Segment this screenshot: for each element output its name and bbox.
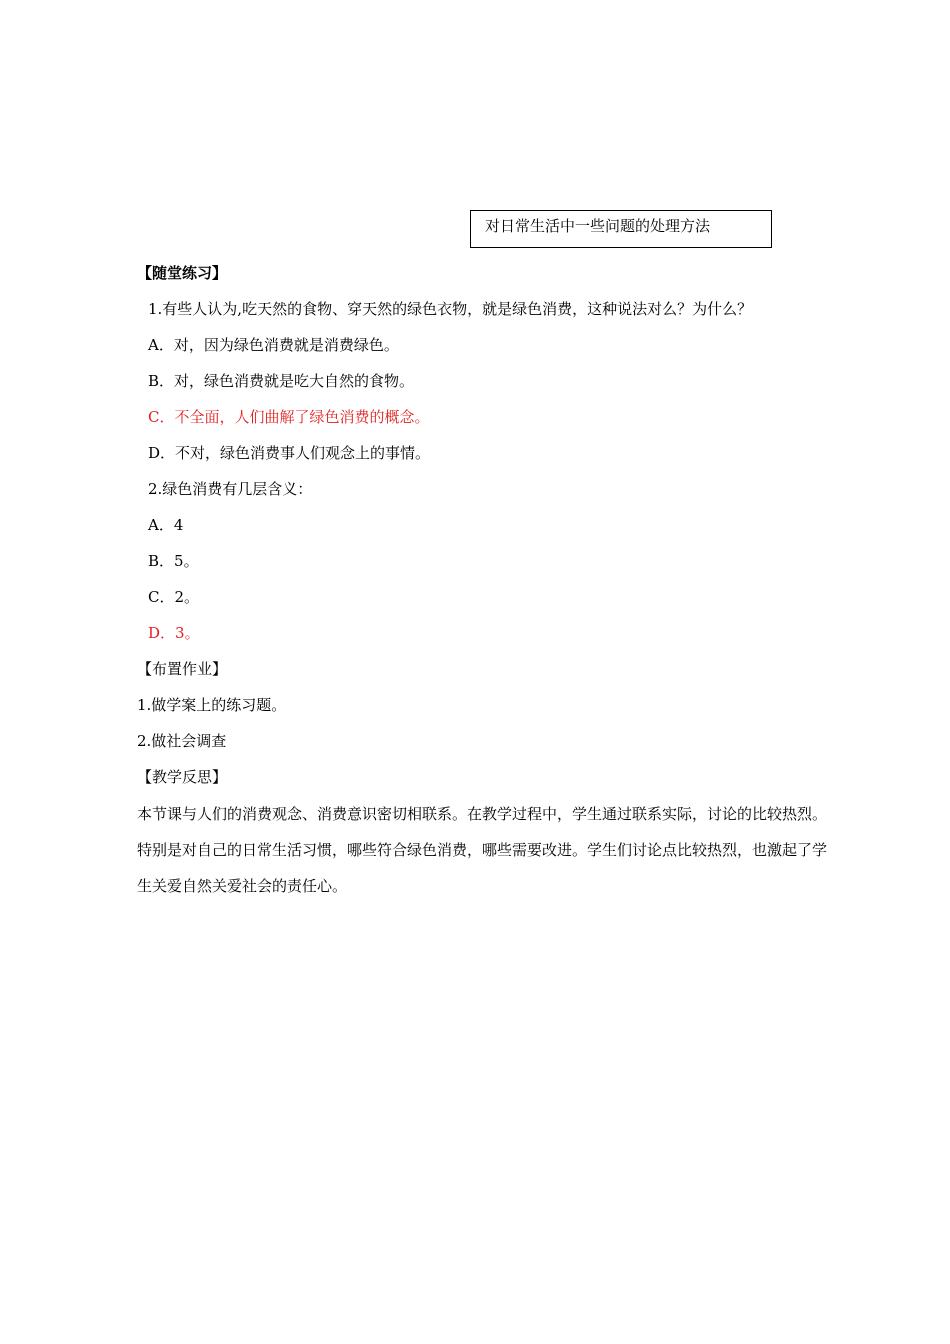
homework-item-1: 1.做学案上的练习题。 [137,696,287,714]
homework-heading: 【布置作业】 [137,660,228,678]
question-1: 1.有些人认为,吃天然的食物、穿天然的绿色衣物，就是绿色消费，这种说法对么？为什么？ [148,300,753,318]
homework-item-2: 2.做社会调查 [137,732,227,750]
q2-option-a: A．4 [148,516,184,534]
q1-option-b: B．对，绿色消费就是吃大自然的食物。 [148,372,415,390]
q2-option-d-answer: D．3。 [148,624,200,642]
q2-option-b: B．5。 [148,552,199,570]
practice-heading: 【随堂练习】 [137,264,228,282]
reflection-heading: 【教学反思】 [137,768,228,786]
q1-option-a: A．对，因为绿色消费就是消费绿色。 [148,336,399,354]
boxed-note: 对日常生活中一些问题的处理方法 [470,210,772,248]
q1-option-c-answer: C．不全面，人们曲解了绿色消费的概念。 [148,408,430,426]
reflection-paragraph: 本节课与人们的消费观念、消费意识密切相联系。在教学过程中，学生通过联系实际，讨论的比较热烈。特别是对自己的日常生活习惯，哪些符合绿色消费，哪些需要改进。学生们讨论点比较热烈，也激起了学生关爱自然关爱社会的责任心。 [137,805,828,895]
question-2: 2.绿色消费有几层含义： [148,480,313,498]
q2-option-c: C．2。 [148,588,200,606]
q1-option-d: D．不对，绿色消费事人们观念上的事情。 [148,444,431,462]
